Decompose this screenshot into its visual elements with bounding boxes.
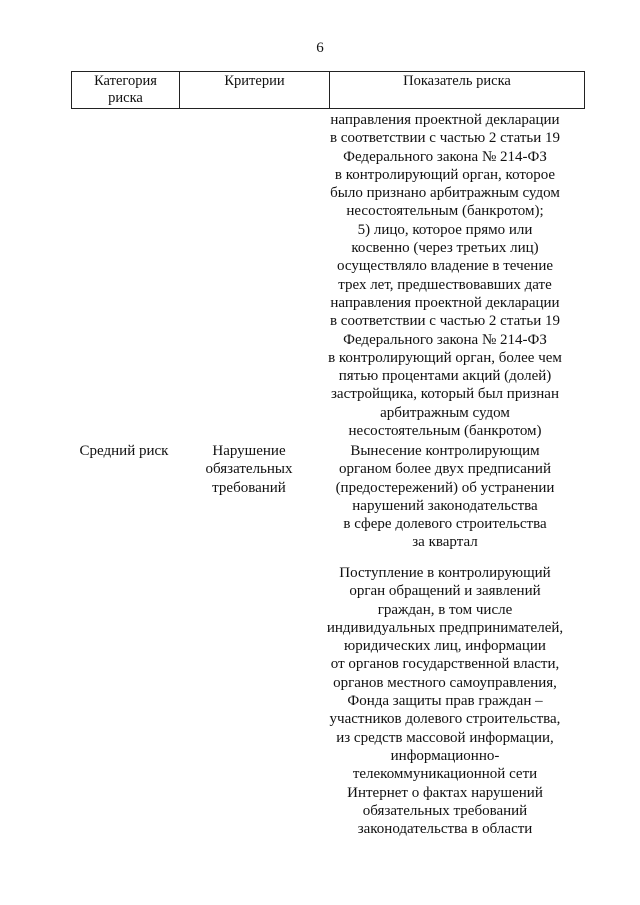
text-line: Нарушение [212,443,286,459]
risk-table-header [71,71,585,109]
text-line: обязательных [205,461,293,478]
text-line: индивидуальных предпринимателей, [326,619,564,636]
header-category-line: Категория [94,73,157,89]
text-line: застройщика, который был признан [331,386,559,403]
text-line: за квартал [412,534,478,551]
text-line: Интернет о фактах нарушений [347,784,543,801]
text-line: в соответствии с частью 2 статьи 19 [329,313,561,330]
text-line: было признано арбитражным судом [330,185,560,202]
text-line: участников долевого строительства, [329,711,561,728]
text-line: осуществляло владение в течение [337,258,553,275]
text-line: несостоятельным (банкротом) [348,423,542,440]
text-line: нарушений законодательства [352,497,538,514]
text-line: органов местного самоуправления, [333,674,557,691]
text-line: граждан, в том числе [377,601,513,618]
text-line: пятью процентами акций (долей) [338,368,552,385]
text-line: Федерального закона № 214-ФЗ [343,331,547,348]
text-line: информационно- [390,747,500,764]
medium-risk-indicator-2 [320,564,570,838]
category-text: Средний риск [79,443,169,459]
text-line: косвенно (через третьих лиц) [351,240,539,257]
text-line: направления проектной декларации [330,112,560,128]
text-line: арбитражным судом [380,404,510,421]
text-line: (предостережений) об устранении [335,479,555,496]
text-line: от органов государственной власти, [330,656,560,673]
text-line: Вынесение контролирующим [350,443,540,459]
medium-risk-indicator-1 [320,442,570,552]
text-line: из средств массовой информации, [336,729,554,746]
text-line: законодательства в области [357,821,533,838]
page-number: 6 [316,40,324,56]
text-line: требований [212,479,286,496]
text-line: юридических лиц, информации [344,638,546,655]
text-line: несостоятельным (банкротом); [346,203,544,220]
text-line: обязательных требований [362,802,528,819]
medium-risk-criteria [177,442,321,497]
continued-indicator [320,111,570,440]
text-line: Поступление в контролирующий [339,565,551,581]
text-line: орган обращений и заявлений [349,583,541,600]
text-line: 5) лицо, которое прямо или [357,221,533,238]
text-line: телекоммуникационной сети [352,766,538,783]
header-criteria: Критерии [180,72,330,109]
medium-risk-category [72,442,176,460]
header-category [72,72,180,109]
text-line: в соответствии с частью 2 статьи 19 [329,130,561,147]
text-line: в контролирующий орган, более чем [328,349,562,366]
text-line: в сфере долевого строительства [343,516,547,533]
text-line: Фонда защиты прав граждан – [347,693,543,710]
text-line: в контролирующий орган, которое [334,166,556,183]
text-line: Федерального закона № 214-ФЗ [343,148,547,165]
text-line: органом более двух предписаний [339,461,551,478]
text-line: трех лет, предшествовавших дате [338,276,552,293]
text-line: направления проектной декларации [330,294,560,311]
header-category-line: риска [108,90,143,106]
header-indicator: Показатель риска [330,72,585,109]
